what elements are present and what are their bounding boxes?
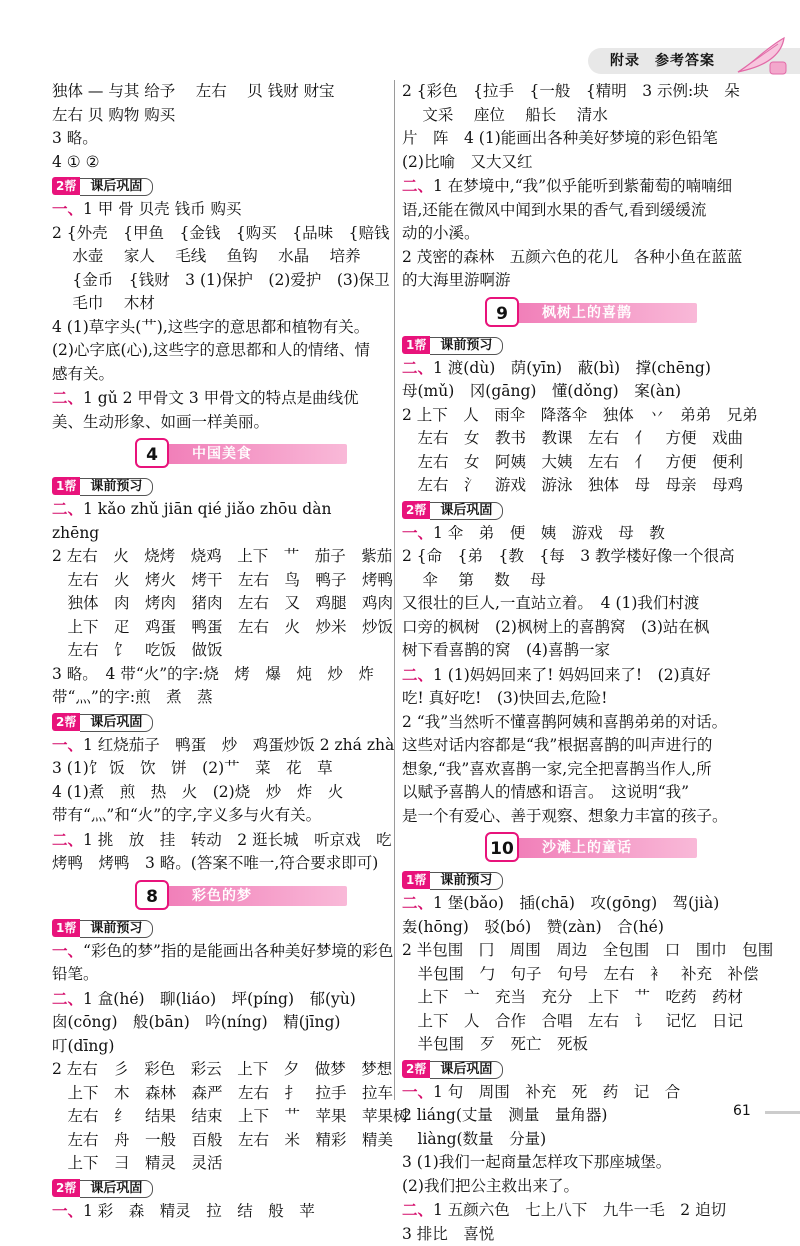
answer-text: 的大海里游啊游 [402, 271, 511, 289]
answer-line [52, 939, 387, 964]
answer-text: 1 在梦境中,“我”似乎能听到紫葡萄的喃喃细 [433, 177, 732, 195]
answer-text: 想象,“我”喜欢喜鹊一家,完全把喜鹊当作人,所 [402, 760, 712, 778]
section-tag-badge [402, 869, 503, 890]
section-tag-label: 课后巩固 [430, 1061, 503, 1079]
answer-text: 4 (1)煮 煎 热 火 (2)烧 炒 炸 火 [52, 783, 343, 801]
answer-line [52, 197, 387, 222]
answer-text: 这些对话内容都是“我”根据喜鹊的叫声进行的 [402, 736, 712, 754]
section-tag [402, 868, 757, 891]
answer-text: 上下 彐 精灵 灵活 [52, 1154, 223, 1172]
answer-line [402, 80, 757, 104]
lesson-banner [52, 878, 387, 914]
answer-text: 左右 女 阿姨 大姨 左右 亻 方便 便利 [402, 453, 743, 471]
answer-line [52, 1105, 387, 1129]
answer-line [402, 1080, 757, 1105]
section-tag-badge [52, 917, 153, 938]
answer-line [52, 1199, 387, 1224]
answer-text: 吃! 真好吃! (3)快回去,危险! [402, 689, 608, 707]
answer-line [402, 127, 757, 151]
answer-text: 3 (1)饣 饭 饮 饼 (2)艹 菜 花 草 [52, 759, 333, 777]
answer-line [52, 1011, 387, 1035]
answer-line [402, 569, 757, 593]
header-title: 附录 参考答案 [610, 53, 715, 69]
answer-text: 1 五颜六色 七上八下 九牛一毛 2 迫切 [433, 1201, 726, 1219]
answer-line [402, 199, 757, 223]
answer-text: 感有关。 [52, 365, 114, 383]
answer-text: 树下看喜鹊的窝 (4)喜鹊一家 [402, 641, 610, 659]
answer-text: 叮(dīng) [52, 1037, 114, 1055]
answer-line [52, 222, 387, 246]
answer-line [402, 592, 757, 616]
answer-line [52, 963, 387, 987]
section-tag-number: 1帮 [402, 336, 430, 354]
answer-line [52, 987, 387, 1012]
section-tag-number: 2帮 [402, 501, 430, 519]
answer-text: 4 (1)草字头(艹),这些字的意思都和植物有关。 [52, 318, 369, 336]
answer-line [52, 804, 387, 828]
answer-line [52, 686, 387, 710]
answer-text: 囱(cōng) 般(bān) 吟(níng) 精(jīng) [52, 1013, 340, 1031]
answer-text: 上下 木 森林 森严 左右 扌 拉手 拉车 [52, 1084, 393, 1102]
answer-line [52, 1035, 387, 1059]
answer-text: 语,还能在微风中闻到水果的香气,看到缓缓流 [402, 201, 706, 219]
answer-text: 1 gǔ 2 甲骨文 3 甲骨文的特点是曲线优 [83, 389, 359, 407]
answer-text: 1 挑 放 挂 转动 2 逛长城 听京戏 吃 [83, 831, 392, 849]
section-marker: 一、 [402, 1082, 433, 1101]
answer-text: 2 半包围 冂 周围 周边 全包围 口 围巾 包围 [402, 941, 773, 959]
answer-line [402, 356, 757, 381]
answer-text: 3 略。 4 带“火”的字:烧 烤 爆 炖 炒 炸 [52, 665, 374, 683]
answer-text: 带有“灬”和“火”的字,字义多与火有关。 [52, 806, 321, 824]
answer-text: 2 {命 {弟 {教 {每 3 教学楼好像一个很高 [402, 547, 735, 565]
answer-text: “彩色的梦”指的是能画出各种美好梦境的彩色 [83, 942, 393, 960]
answer-line [402, 1151, 757, 1175]
answer-line [402, 986, 757, 1010]
answer-text: 左右 饣 吃饭 做饭 [52, 641, 223, 659]
section-tag-number: 1帮 [52, 919, 80, 937]
answer-line [402, 734, 757, 758]
answer-text: liàng(数量 分量) [402, 1130, 546, 1148]
answer-text: 左右 火 烤火 烤干 左右 鸟 鸭子 烤鸭 [52, 571, 393, 589]
answer-text: 口旁的枫树 (2)枫树上的喜鹊窝 (3)站在枫 [402, 618, 709, 636]
section-tag [52, 1176, 387, 1199]
answer-text: 1 (1)妈妈回来了! 妈妈回来了! (2)真好 [433, 666, 711, 684]
section-tag [402, 333, 757, 356]
answer-text: 2 “我”当然听不懂喜鹊阿姨和喜鹊弟弟的对话。 [402, 713, 727, 731]
answer-line [52, 104, 387, 128]
answer-text: 铅笔。 [52, 965, 99, 983]
section-marker: 一、 [402, 523, 433, 542]
section-tag [402, 498, 757, 521]
lesson-number: 4 [135, 438, 169, 468]
section-marker: 一、 [52, 1201, 83, 1220]
answer-text: 文采 座位 船长 清水 [402, 106, 608, 124]
answer-line [402, 805, 757, 829]
section-tag-badge [402, 1058, 503, 1079]
right-column [402, 80, 757, 1246]
section-tag-label: 课前预习 [80, 478, 153, 496]
section-tag [402, 1057, 757, 1080]
column-divider [394, 80, 395, 1100]
answer-line [402, 916, 757, 940]
answer-line [402, 1175, 757, 1199]
answer-line [402, 521, 757, 546]
answer-line [52, 411, 387, 435]
answer-line [52, 1129, 387, 1153]
section-tag-label: 课后巩固 [80, 178, 153, 196]
section-tag-badge [52, 711, 153, 732]
lesson-title: 彩色的梦 [192, 886, 252, 906]
answer-line [52, 127, 387, 151]
answer-line [52, 1152, 387, 1176]
section-tag-label: 课前预习 [80, 920, 153, 938]
section-marker: 二、 [402, 176, 433, 195]
answer-line [52, 151, 387, 175]
section-tag-badge [52, 175, 153, 196]
answer-line [52, 316, 387, 340]
section-tag-badge [52, 1177, 153, 1198]
answer-text: 1 渡(dù) 荫(yīn) 蔽(bì) 撑(chēng) [433, 359, 711, 377]
answer-line [402, 1010, 757, 1034]
section-tag-label: 课后巩固 [430, 502, 503, 520]
answer-text: 2 上下 人 雨伞 降落伞 独体 丷 弟弟 兄弟 [402, 406, 758, 424]
answer-text: {金币 {钱财 3 (1)保护 (2)爱护 (3)保卫 [52, 271, 390, 289]
answer-line [52, 522, 387, 546]
section-tag-number: 2帮 [52, 177, 80, 195]
answer-line [402, 545, 757, 569]
lesson-title: 枫树上的喜鹊 [542, 303, 632, 323]
answer-line [402, 616, 757, 640]
answer-line [52, 245, 387, 269]
answer-text: 水壶 家人 毛线 鱼钩 水晶 培养 [52, 247, 361, 265]
answer-line [402, 380, 757, 404]
section-tag-badge [402, 334, 503, 355]
section-marker: 二、 [52, 499, 83, 518]
answer-line [402, 104, 757, 128]
answer-text: 3 略。 [52, 129, 98, 147]
answer-text: 1 堡(bǎo) 插(chā) 攻(gōng) 驾(jià) [433, 894, 719, 912]
answer-text: 上下 人 合作 合唱 左右 讠 记忆 日记 [402, 1012, 743, 1030]
answer-text: 1 句 周围 补充 死 药 记 合 [433, 1083, 680, 1101]
lesson-banner [402, 295, 757, 331]
answer-text: 烤鸭 烤鸭 3 略。(答案不唯一,符合要求即可) [52, 854, 378, 872]
lesson-title: 沙滩上的童话 [542, 838, 632, 858]
section-tag-label: 课前预习 [430, 337, 503, 355]
answer-line [402, 711, 757, 735]
answer-line [52, 828, 387, 853]
answer-line [52, 363, 387, 387]
answer-line [52, 733, 387, 758]
answer-line [402, 222, 757, 246]
section-tag-number: 2帮 [52, 713, 80, 731]
answer-text: 轰(hōng) 驳(bó) 赞(zàn) 合(hé) [402, 918, 664, 936]
answer-text: 1 伞 弟 便 姨 游戏 母 教 [433, 524, 665, 542]
section-marker: 二、 [52, 830, 83, 849]
answer-line [52, 639, 387, 663]
answer-line [52, 80, 387, 104]
answer-line [402, 639, 757, 663]
answer-text: 3 (1)我们一起商量怎样攻下那座城堡。 [402, 1153, 671, 1171]
answer-text: 上下 疋 鸡蛋 鸭蛋 左右 火 炒米 炒饭 [52, 618, 393, 636]
answer-line [402, 427, 757, 451]
answer-line [52, 616, 387, 640]
answer-text: 1 kǎo zhǔ jiān qié jiǎo zhōu dàn [83, 500, 331, 518]
answer-text: 带“灬”的字:煎 煮 蒸 [52, 688, 213, 706]
answer-text: 1 甲 骨 贝壳 钱币 购买 [83, 200, 242, 218]
answer-text: 左右 女 教书 教课 左右 亻 方便 戏曲 [402, 429, 743, 447]
section-marker: 一、 [52, 941, 83, 960]
answer-line [402, 404, 757, 428]
section-marker: 二、 [402, 893, 433, 912]
section-tag-label: 课后巩固 [80, 1180, 153, 1198]
answer-line [52, 757, 387, 781]
lesson-number: 10 [485, 832, 519, 862]
section-marker: 二、 [402, 665, 433, 684]
answer-line [52, 781, 387, 805]
answer-text: 2 liáng(丈量 测量 量角器) [402, 1106, 607, 1124]
section-tag-label: 课前预习 [430, 872, 503, 890]
answer-line [402, 246, 757, 270]
page-number: 61 [733, 1103, 751, 1119]
page-number-bar [765, 1111, 800, 1114]
answer-text: zhēng [52, 524, 99, 542]
answer-text: 3 排比 喜悦 [402, 1225, 494, 1243]
answer-text: 2 左右 彡 彩色 彩云 上下 夕 做梦 梦想 [52, 1060, 392, 1078]
section-tag [52, 916, 387, 939]
section-marker: 二、 [402, 1200, 433, 1219]
answer-line [402, 451, 757, 475]
answer-line [402, 663, 757, 688]
section-marker: 二、 [402, 358, 433, 377]
answer-line [52, 1082, 387, 1106]
lesson-number: 8 [135, 880, 169, 910]
answer-text: 是一个有爱心、善于观察、想象力丰富的孩子。 [402, 807, 728, 825]
answer-text: 左右 舟 一般 百般 左右 米 精彩 精美 [52, 1131, 393, 1149]
section-tag-badge [52, 475, 153, 496]
answer-text: 2 左右 火 烧烤 烧鸡 上下 艹 茄子 紫茄 [52, 547, 392, 565]
section-tag-number: 1帮 [52, 477, 80, 495]
lesson-number: 9 [485, 297, 519, 327]
lesson-banner [52, 436, 387, 472]
answer-text: 半包围 歹 死亡 死板 [402, 1035, 588, 1053]
answer-line [402, 474, 757, 498]
section-tag-number: 1帮 [402, 871, 430, 889]
answer-text: 上下 亠 充当 充分 上下 艹 吃药 药材 [402, 988, 743, 1006]
answer-line [52, 663, 387, 687]
answer-line [52, 269, 387, 293]
answer-text: 1 彩 森 精灵 拉 结 般 苹 [83, 1202, 315, 1220]
answer-line [402, 1104, 757, 1128]
answer-line [52, 339, 387, 363]
answer-text: 1 红烧茄子 鸭蛋 炒 鸡蛋炒饭 2 zhá zhà [83, 736, 394, 754]
section-marker: 二、 [52, 388, 83, 407]
answer-line [402, 939, 757, 963]
answer-line [402, 781, 757, 805]
answer-text: 左右 贝 购物 购买 [52, 106, 175, 124]
answer-line [402, 151, 757, 175]
section-tag-number: 2帮 [402, 1060, 430, 1078]
section-tag [52, 474, 387, 497]
answer-line [402, 891, 757, 916]
section-marker: 一、 [52, 199, 83, 218]
answer-text: 2 茂密的森林 五颜六色的花儿 各种小鱼在蓝蓝 [402, 248, 742, 266]
answer-text: (2)我们把公主救出来了。 [402, 1177, 579, 1195]
answer-text: 4 ① ② [52, 153, 100, 171]
answer-line [402, 1033, 757, 1057]
left-column [52, 80, 387, 1223]
answer-line [402, 1223, 757, 1246]
section-tag-label: 课后巩固 [80, 714, 153, 732]
section-marker: 二、 [52, 989, 83, 1008]
answer-line [402, 758, 757, 782]
answer-text: 独体 — 与其 给予 左右 贝 钱财 财宝 [52, 82, 335, 100]
answer-text: 片 阵 4 (1)能画出各种美好梦境的彩色铅笔 [402, 129, 718, 147]
answer-text: (2)比喻 又大又红 [402, 153, 532, 171]
answer-line [52, 852, 387, 876]
answer-text: 左右 氵 游戏 游泳 独体 母 母亲 母鸡 [402, 476, 743, 494]
answer-text: 半包围 勹 句子 句号 左右 衤 补充 补偿 [402, 965, 759, 983]
lesson-title: 中国美食 [192, 444, 252, 464]
answer-text: 以赋予喜鹊人的情感和语言。 这说明“我” [402, 783, 689, 801]
answer-line [402, 687, 757, 711]
section-marker: 一、 [52, 735, 83, 754]
answer-line [52, 292, 387, 316]
feather-pen-icon [732, 34, 792, 78]
section-tag-number: 2帮 [52, 1179, 80, 1197]
answer-text: 美、生动形象、如画一样美丽。 [52, 413, 269, 431]
answer-text: 2 {彩色 {拉手 {一般 {精明 3 示例:块 朵 [402, 82, 740, 100]
answer-text: 左右 纟 结果 结束 上下 艹 苹果 苹果树 [52, 1107, 409, 1125]
answer-line [402, 269, 757, 293]
answer-line [52, 386, 387, 411]
answer-line [402, 1128, 757, 1152]
lesson-banner [402, 830, 757, 866]
answer-line [402, 1198, 757, 1223]
answer-line [52, 569, 387, 593]
answer-line [52, 545, 387, 569]
section-tag [52, 710, 387, 733]
answer-line [52, 1058, 387, 1082]
answer-text: 独体 肉 烤肉 猪肉 左右 又 鸡腿 鸡肉 [52, 594, 393, 612]
section-tag [52, 174, 387, 197]
answer-text: 又很壮的巨人,一直站立着。 4 (1)我们村渡 [402, 594, 699, 612]
section-tag-badge [402, 499, 503, 520]
answer-line [52, 497, 387, 522]
answer-text: 伞 第 数 母 [402, 571, 546, 589]
answer-line [402, 174, 757, 199]
answer-line [52, 592, 387, 616]
answer-text: 2 {外壳 {甲鱼 {金钱 {购买 {品味 {赔钱 [52, 224, 389, 242]
answer-text: (2)心字底(心),这些字的意思都和人的情绪、情 [52, 341, 370, 359]
answer-text: 动的小溪。 [402, 224, 480, 242]
answer-line [402, 963, 757, 987]
answer-text: 毛巾 木材 [52, 294, 155, 312]
answer-text: 母(mǔ) 冈(gāng) 懂(dǒng) 案(àn) [402, 382, 681, 400]
answer-text: 1 盒(hé) 聊(liáo) 坪(píng) 郁(yù) [83, 990, 356, 1008]
